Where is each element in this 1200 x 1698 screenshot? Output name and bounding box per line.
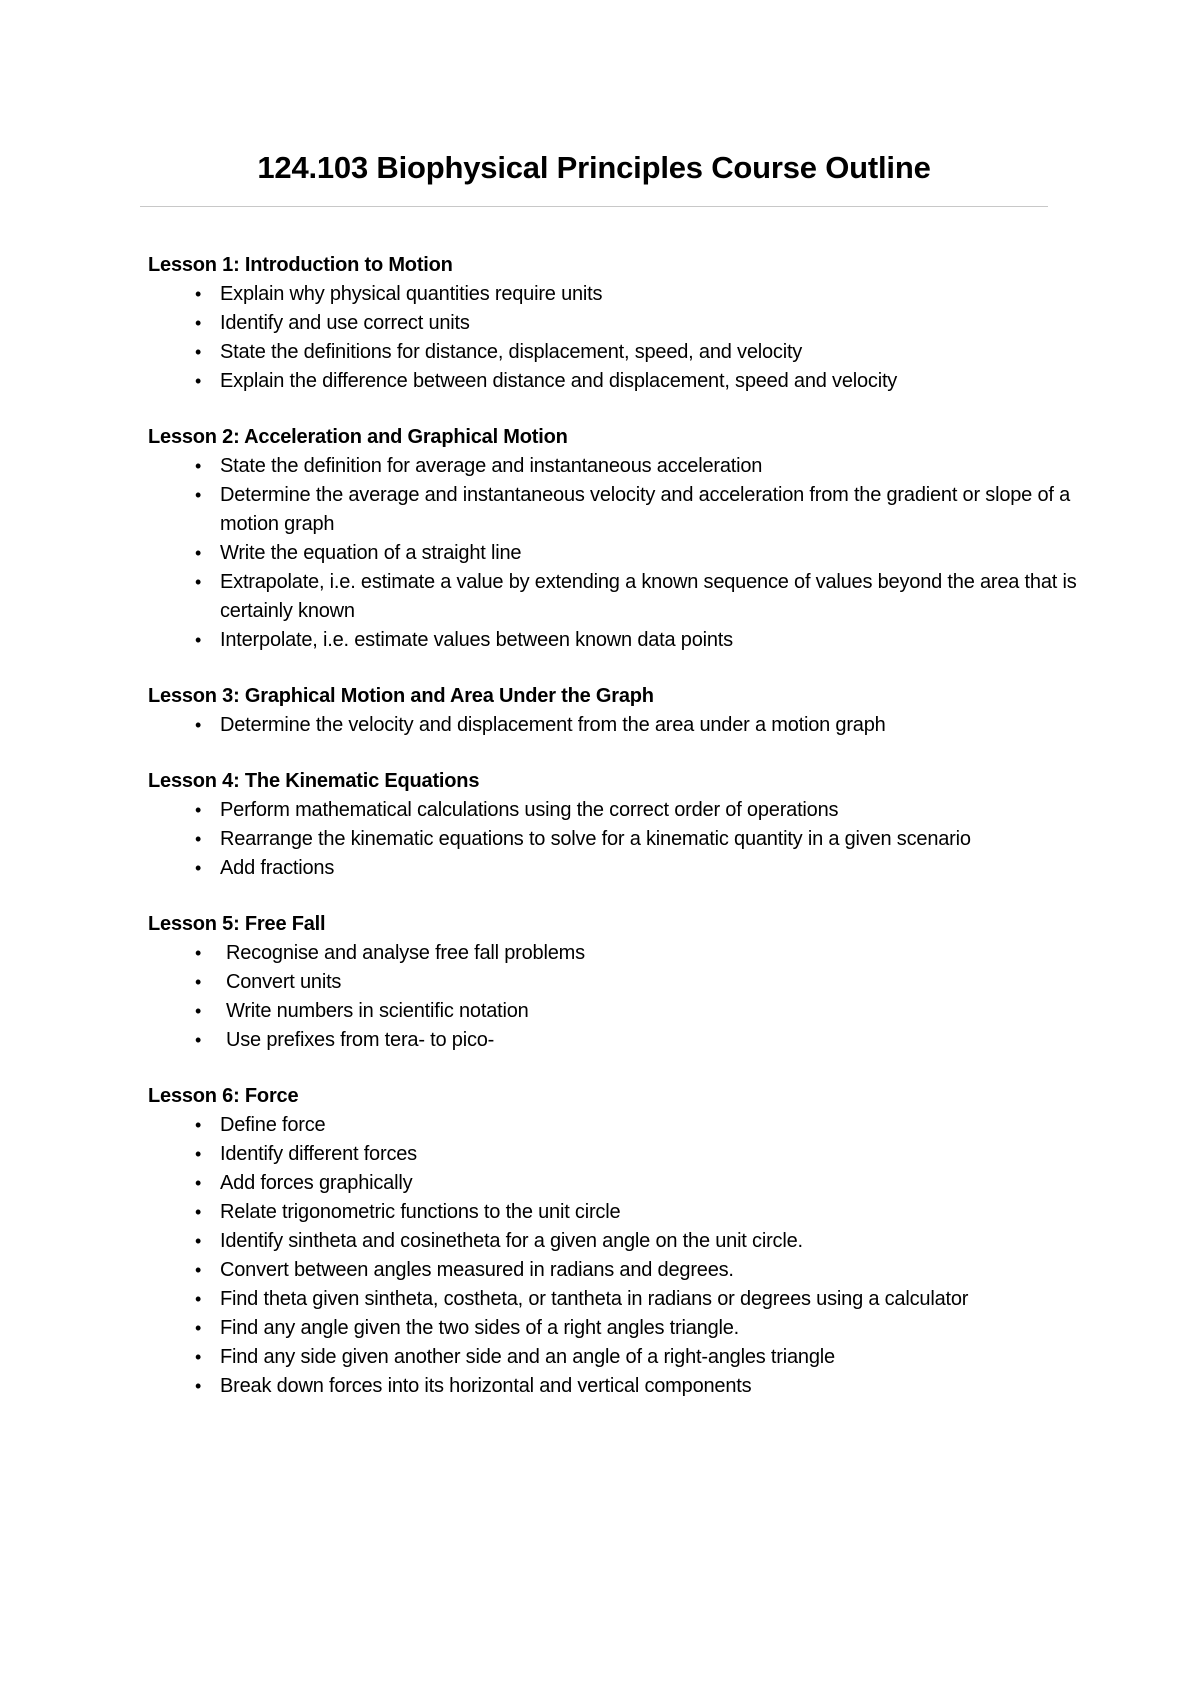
objective-text: Convert units xyxy=(226,971,342,993)
list-item xyxy=(148,338,1100,367)
bullet-icon: • xyxy=(194,972,202,992)
bullet-icon: • xyxy=(194,1289,202,1309)
objective-text: Find any angle given the two sides of a right angles triangle. xyxy=(220,1317,740,1339)
bullet-icon: • xyxy=(194,1144,202,1164)
list-item xyxy=(148,1169,1100,1198)
bullet-icon: • xyxy=(194,630,202,650)
bullet-icon: • xyxy=(194,485,202,505)
objective-text: Rearrange the kinematic equations to solve for a kinematic quantity in a given scenario xyxy=(220,828,971,850)
list-item xyxy=(148,367,1100,396)
objective-list xyxy=(148,796,1068,883)
objective-text: State the definition for average and instantaneous acceleration xyxy=(220,455,763,477)
bullet-icon: • xyxy=(194,572,202,592)
objective-text: Relate trigonometric functions to the unit circle xyxy=(220,1201,621,1223)
bullet-icon: • xyxy=(194,371,202,391)
bullet-icon: • xyxy=(194,1115,202,1135)
lesson-heading: Lesson 5: Free Fall xyxy=(148,913,326,935)
list-item xyxy=(148,1285,1100,1314)
bullet-icon: • xyxy=(194,829,202,849)
lesson-4 xyxy=(148,766,1068,883)
objective-text: Find theta given sintheta, costheta, or tantheta in radians or degrees using a calculator xyxy=(220,1288,969,1310)
list-item xyxy=(148,1343,1100,1372)
objective-text: Break down forces into its horizontal and vertical components xyxy=(220,1375,752,1397)
objective-text: Use prefixes from tera- to pico- xyxy=(226,1029,495,1051)
objective-text: Identify and use correct units xyxy=(220,312,470,334)
lesson-heading: Lesson 2: Acceleration and Graphical Motion xyxy=(148,426,568,448)
objective-text: State the definitions for distance, displacement, speed, and velocity xyxy=(220,341,803,363)
objective-text: Explain why physical quantities require units xyxy=(220,283,603,305)
objective-text: Determine the average and instantaneous velocity and acceleration from the gradient or slope of a motion graph xyxy=(220,484,1071,535)
objective-text: Determine the velocity and displacement from the area under a motion graph xyxy=(220,714,886,736)
bullet-icon: • xyxy=(194,313,202,333)
bullet-icon: • xyxy=(194,284,202,304)
lesson-heading: Lesson 6: Force xyxy=(148,1085,299,1107)
list-item xyxy=(148,997,1106,1026)
list-item xyxy=(148,1372,1100,1401)
list-item xyxy=(148,280,1100,309)
lesson-1 xyxy=(148,250,1068,396)
objective-list xyxy=(148,939,1068,1055)
objective-text: Convert between angles measured in radians and degrees. xyxy=(220,1259,734,1281)
bullet-icon: • xyxy=(194,800,202,820)
objective-list xyxy=(148,711,1068,740)
list-item xyxy=(148,854,1100,883)
objective-text: Interpolate, i.e. estimate values between known data points xyxy=(220,629,733,651)
bullet-icon: • xyxy=(194,715,202,735)
bullet-icon: • xyxy=(194,858,202,878)
list-item xyxy=(148,1314,1100,1343)
bullet-icon: • xyxy=(194,1318,202,1338)
bullet-icon: • xyxy=(194,1001,202,1021)
list-item xyxy=(148,939,1106,968)
list-item xyxy=(148,539,1100,568)
lesson-2 xyxy=(148,422,1077,655)
objective-text: Explain the difference between distance and displacement, speed and velocity xyxy=(220,370,898,392)
bullet-icon: • xyxy=(194,1030,202,1050)
objective-text: Add forces graphically xyxy=(220,1172,413,1194)
list-item xyxy=(148,481,1100,539)
list-item xyxy=(148,452,1100,481)
bullet-icon: • xyxy=(194,1202,202,1222)
objective-text: Add fractions xyxy=(220,857,335,879)
objective-text: Identify sintheta and cosinetheta for a given angle on the unit circle. xyxy=(220,1230,803,1252)
list-item xyxy=(148,825,1100,854)
list-item xyxy=(148,1140,1100,1169)
page-title: 124.103 Biophysical Principles Course Outline xyxy=(257,150,931,185)
list-item xyxy=(148,1111,1100,1140)
bullet-icon: • xyxy=(194,456,202,476)
title-divider xyxy=(140,206,1048,207)
lesson-6 xyxy=(148,1081,1068,1401)
list-item xyxy=(148,1026,1106,1055)
objective-text: Extrapolate, i.e. estimate a value by extending a known sequence of values beyond the area that is certainly known xyxy=(220,571,1077,622)
bullet-icon: • xyxy=(194,1376,202,1396)
list-item xyxy=(148,711,1100,740)
list-item xyxy=(148,1198,1100,1227)
bullet-icon: • xyxy=(194,1173,202,1193)
objective-text: Write numbers in scientific notation xyxy=(226,1000,529,1022)
lesson-5 xyxy=(148,909,1068,1055)
objective-list xyxy=(148,280,1068,396)
list-item xyxy=(148,968,1106,997)
bullet-icon: • xyxy=(194,1231,202,1251)
list-item xyxy=(148,1256,1100,1285)
course-outline xyxy=(148,250,1077,1427)
objective-text: Define force xyxy=(220,1114,326,1136)
list-item xyxy=(148,568,1100,626)
list-item xyxy=(148,626,1100,655)
objective-text: Write the equation of a straight line xyxy=(220,542,522,564)
lesson-3 xyxy=(148,681,1068,740)
objective-text: Recognise and analyse free fall problems xyxy=(226,942,585,964)
objective-list xyxy=(148,1111,1068,1401)
bullet-icon: • xyxy=(194,342,202,362)
lesson-heading: Lesson 3: Graphical Motion and Area Under the Graph xyxy=(148,685,654,707)
list-item xyxy=(148,309,1100,338)
bullet-icon: • xyxy=(194,1260,202,1280)
list-item xyxy=(148,1227,1100,1256)
bullet-icon: • xyxy=(194,543,202,563)
lesson-heading: Lesson 4: The Kinematic Equations xyxy=(148,770,480,792)
objective-list xyxy=(148,452,1077,655)
objective-text: Find any side given another side and an angle of a right-angles triangle xyxy=(220,1346,835,1368)
bullet-icon: • xyxy=(194,1347,202,1367)
objective-text: Identify different forces xyxy=(220,1143,417,1165)
bullet-icon: • xyxy=(194,943,202,963)
list-item xyxy=(148,796,1100,825)
lesson-heading: Lesson 1: Introduction to Motion xyxy=(148,254,453,276)
objective-text: Perform mathematical calculations using the correct order of operations xyxy=(220,799,839,821)
